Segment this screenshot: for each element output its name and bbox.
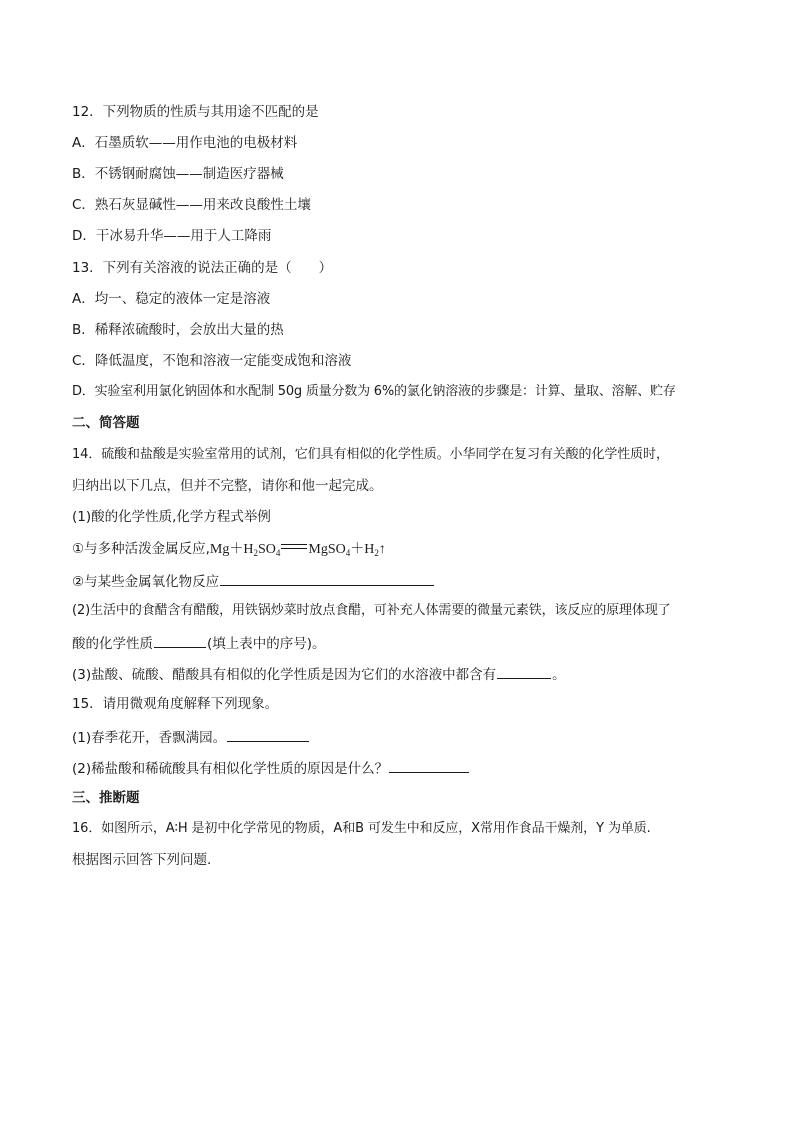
question-13-option-a: A．均一、稳定的液体一定是溶液	[72, 291, 271, 307]
answer-blank[interactable]	[497, 664, 551, 679]
answer-blank[interactable]	[389, 758, 469, 773]
question-14-part1: (1)酸的化学性质,化学方程式举例	[72, 509, 271, 525]
question-15-part2: (2)稀盐酸和稀硫酸具有相似化学性质的原因是什么？	[72, 758, 470, 778]
answer-blank[interactable]	[154, 633, 206, 648]
section-heading-inference: 三、推断题	[72, 790, 140, 806]
question-14-part2-line1: (2)生活中的食醋含有醋酸，用铁锅炒菜时放点食醋，可补充人体需要的微量元素铁，该反应的原理体现了	[72, 603, 671, 618]
question-16-stem-line1: 16．如图所示，A∶H 是初中化学常见的物质，A和B 可发生中和反应，X常用作食品干燥剂，Y 为单质.	[72, 821, 651, 836]
question-15-part1: (1)春季花开，香飘满园。	[72, 727, 310, 747]
question-12-stem: 12．下列物质的性质与其用途不匹配的是	[72, 104, 319, 120]
question-12-option-c: C．熟石灰显碱性——用来改良酸性土壤	[72, 197, 311, 213]
answer-blank[interactable]	[227, 727, 309, 742]
section-heading-short-answer: 二、简答题	[72, 415, 140, 431]
chemical-equation: $Mg+H_2SO_4$ $MgSO_4+H_2↑$	[209, 542, 386, 558]
question-13-option-b: B．稀释浓硫酸时，会放出大量的热	[72, 322, 284, 338]
item1-label: ①与多种活泼金属反应,	[72, 541, 210, 557]
question-14-part1-item2: ②与某些金属氧化物反应	[72, 571, 435, 591]
question-14-stem-line1: 14．硫酸和盐酸是实验室常用的试剂，它们具有相似的化学性质。小华同学在复习有关酸的化学性质时，	[72, 447, 669, 462]
question-13-option-c: C．降低温度，不饱和溶液一定能变成饱和溶液	[72, 353, 352, 369]
question-15-stem: 15．请用微观角度解释下列现象。	[72, 696, 279, 712]
question-14-stem-line2: 归纳出以下几点，但并不完整，请你和他一起完成。	[72, 478, 383, 494]
question-16-stem-line2: 根据图示回答下列问题.	[72, 852, 212, 868]
question-14-part2-line2: 酸的化学性质 (填上表中的序号)。	[72, 633, 326, 653]
question-12-option-b: B．不锈钢耐腐蚀——制造医疗器械	[72, 166, 284, 182]
question-14-part1-item1	[72, 540, 386, 559]
equals-sign	[281, 542, 307, 552]
question-13-option-d: D．实验室利用氯化钠固体和水配制 50g 质量分数为 6%的氯化钠溶液的步骤是：计算、量取、溶解、贮存	[72, 384, 676, 399]
question-12-option-a: A．石墨质软——用作电池的电极材料	[72, 135, 298, 151]
question-12-option-d: D．干冰易升华——用于人工降雨	[72, 228, 272, 244]
question-13-stem: 13．下列有关溶液的说法正确的是（ ）	[72, 260, 333, 276]
answer-blank[interactable]	[220, 571, 434, 586]
question-14-part3: (3)盐酸、硫酸、醋酸具有相似的化学性质是因为它们的水溶液中都含有 。	[72, 664, 566, 684]
